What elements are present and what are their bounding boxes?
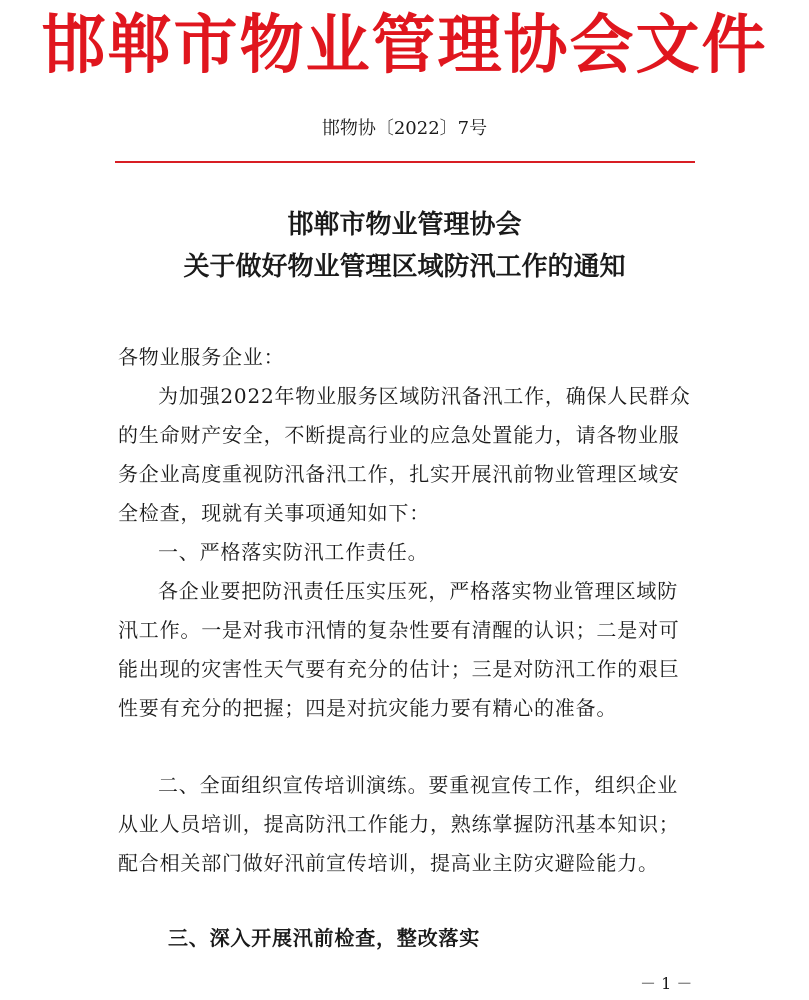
section-1-body: 各企业要把防汛责任压实压死，严格落实物业管理区域防汛工作。一是对我市汛情的复杂性要有清醒的认识；二是对可能出现的灾害性天气要有充分的估计；三是对防汛工作的艰巨性要有充分的把握；四是对抗灾能力要有精心的准备。 (118, 579, 680, 720)
section-3-heading: 三、深入开展汛前检查，整改落实 (168, 926, 480, 950)
notice-title-line-1: 邯郸市物业管理协会 (287, 210, 522, 240)
notice-title-line-2: 关于做好物业管理区域防汛工作的通知 (183, 252, 626, 282)
salutation: 各物业服务企业： (118, 345, 285, 369)
masthead-title: 邯郸市物业管理协会文件 (41, 9, 768, 83)
intro-paragraph: 为加强2022年物业服务区域防汛备汛工作，确保人民群众的生命财产安全，不断提高行业的应急处置能力，请各物业服务企业高度重视防汛备汛工作，扎实开展汛前物业管理区域安全检查，现就有关事项通知如下： (118, 384, 691, 525)
page-number: － 1 － (640, 974, 693, 993)
section-1-heading: 一、严格落实防汛工作责任。 (158, 540, 429, 564)
red-divider-line (115, 161, 695, 163)
document-number: 邯物协〔2022〕7号 (321, 118, 488, 139)
section-2-paragraph: 二、全面组织宣传培训演练。要重视宣传工作，组织企业从业人员培训，提高防汛工作能力，熟练掌握防汛基本知识；配合相关部门做好汛前宣传培训，提高业主防灾避险能力。 (118, 773, 680, 875)
